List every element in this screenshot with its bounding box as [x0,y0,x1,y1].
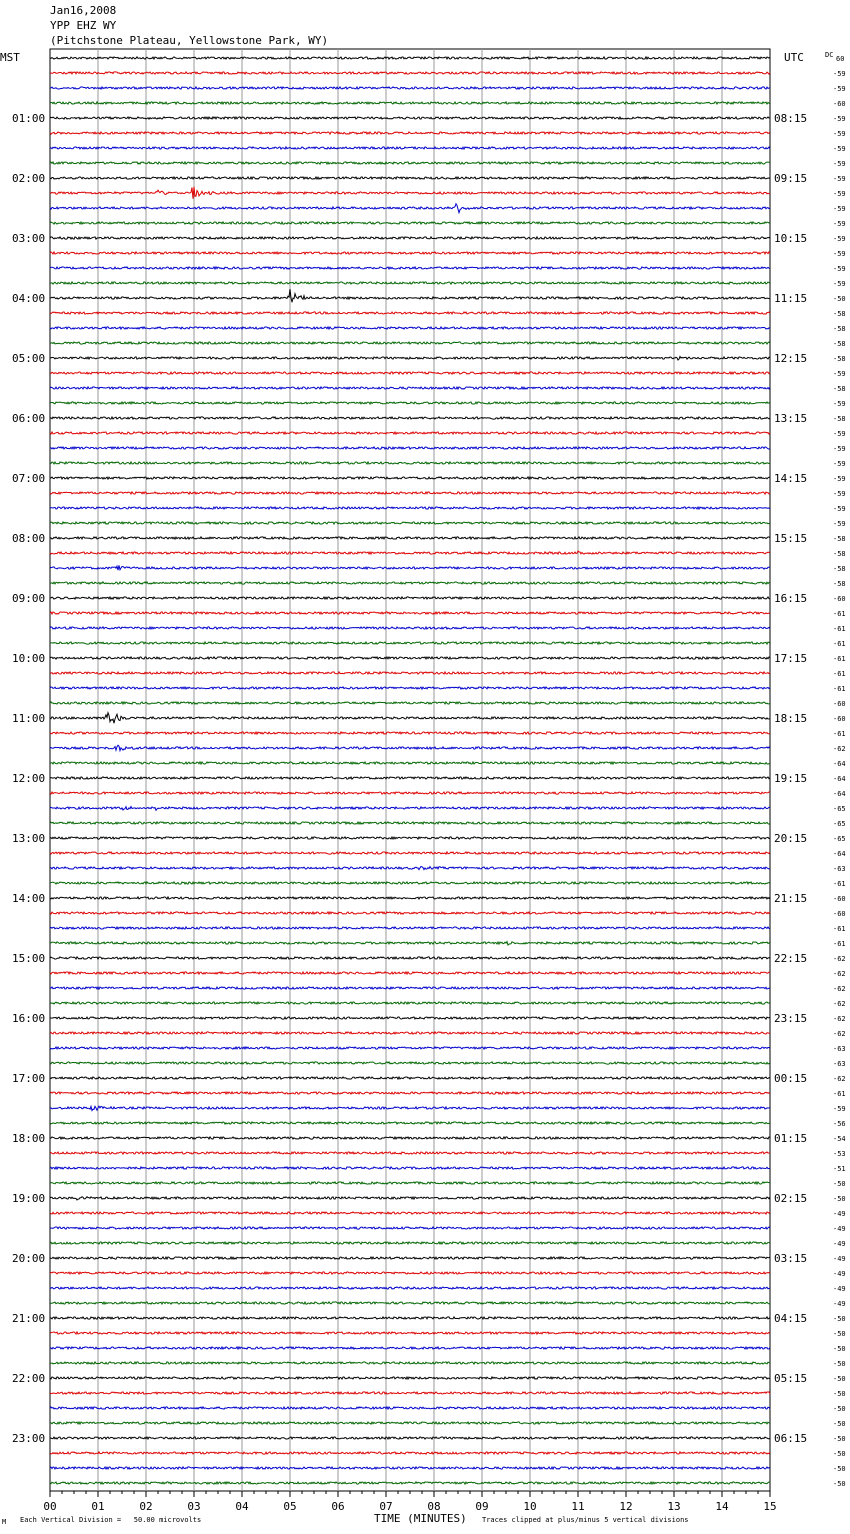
dc-offset-value: -50 [833,1315,846,1323]
dc-offset-value: -59 [833,265,846,273]
trace-88 [50,1377,770,1379]
mst-hour-label: 02:00 [12,172,46,185]
dc-offset-value: -59 [833,235,846,243]
mst-hour-label: 19:00 [12,1192,46,1205]
mst-hour-label: 18:00 [12,1132,46,1145]
trace-2 [50,87,770,89]
dc-offset-value: -58 [833,340,846,348]
dc-offset-value: -61 [833,925,846,933]
dc-offset-value: -49 [833,1270,846,1278]
trace-94 [50,1467,770,1469]
date-label: Jan16,2008 [50,4,117,17]
dc-offset-value: -50 [833,1195,846,1203]
trace-14 [50,267,770,269]
trace-4 [50,117,770,119]
dc-offset-value: -61 [833,640,846,648]
dc-offset-value: -61 [833,730,846,738]
trace-49 [50,792,770,794]
dc-offset-value: -60 [833,595,846,603]
trace-53 [50,852,770,854]
dc-offset-value: -49 [833,1240,846,1248]
x-tick-label: 12 [619,1500,633,1513]
trace-1 [50,72,770,74]
utc-hour-label: 14:15 [774,472,808,485]
trace-95 [50,1482,770,1484]
trace-33 [50,551,770,554]
trace-15 [50,282,770,284]
trace-79 [50,1242,770,1244]
mst-hour-label: 04:00 [12,292,46,305]
dc-offset-value: -59 [833,205,846,213]
dc-offset-value: -61 [833,685,846,693]
mst-hour-label: 08:00 [12,532,46,545]
x-tick-label: 09 [475,1500,489,1513]
trace-64 [50,1017,770,1019]
trace-23 [50,402,770,404]
trace-27 [50,462,770,464]
trace-50 [50,807,770,811]
dc-offset-value: -64 [833,790,846,798]
mst-hour-label: 23:00 [12,1432,46,1445]
utc-hour-label: 18:15 [774,712,808,725]
trace-59 [50,942,770,946]
trace-77 [50,1212,770,1214]
trace-72 [50,1137,770,1139]
dc-offset-value: -65 [833,820,846,828]
corner-mark: M [2,1518,7,1526]
trace-80 [50,1257,770,1259]
trace-12 [50,237,770,239]
utc-hour-label: 08:15 [774,112,808,125]
x-tick-label: 00 [43,1500,57,1513]
dc-header-label: DC [825,51,834,59]
utc-hour-label: 19:15 [774,772,808,785]
dc-offset-value: -58 [833,325,846,333]
trace-42 [50,687,770,689]
x-tick-label: 08 [427,1500,441,1513]
utc-hour-label: 09:15 [774,172,808,185]
x-tick-label: 13 [667,1500,681,1513]
utc-hour-label: 04:15 [774,1312,808,1325]
plot-frame [50,49,770,1491]
utc-hour-label: 06:15 [774,1432,808,1445]
trace-66 [50,1047,770,1049]
trace-38 [50,627,770,629]
trace-58 [50,927,770,929]
dc-offset-value: -59 [833,400,846,408]
minute-gridlines [98,49,722,1491]
trace-7 [50,162,770,164]
utc-hour-label: 12:15 [774,352,808,365]
trace-46 [50,745,770,750]
dc-header-value: 60 [836,55,845,63]
trace-70 [50,1106,770,1110]
dc-offset-value: -59 [833,70,846,78]
utc-hour-label: 13:15 [774,412,808,425]
dc-offset-value: -62 [833,985,846,993]
station-label: YPP EHZ WY [50,19,117,32]
trace-57 [50,912,770,914]
trace-93 [50,1452,770,1454]
trace-74 [50,1167,770,1169]
trace-41 [50,672,770,674]
x-tick-label: 03 [187,1500,201,1513]
x-tick-label: 06 [331,1500,345,1513]
dc-offset-value: -50 [833,1480,846,1488]
mst-hour-label: 10:00 [12,652,46,665]
trace-65 [50,1032,770,1034]
utc-hour-label: 02:15 [774,1192,808,1205]
trace-56 [50,897,770,899]
dc-offset-value: -58 [833,385,846,393]
trace-71 [50,1122,770,1124]
trace-63 [50,1002,770,1004]
trace-9 [50,187,770,199]
mst-hour-label: 01:00 [12,112,46,125]
scale-note: Each Vertical Division = 50.00 microvolts [20,1516,202,1524]
dc-offset-value: -50 [833,1330,846,1338]
dc-offset-value: -49 [833,1255,846,1263]
dc-offset-value: -59 [833,145,846,153]
trace-69 [50,1092,770,1094]
dc-offset-value: -50 [833,1375,846,1383]
trace-32 [50,537,770,539]
dc-offset-value: -62 [833,745,846,753]
mst-hour-labels [12,112,45,1445]
trace-13 [50,252,770,254]
dc-offset-value: -64 [833,850,846,858]
dc-offset-value: -50 [833,1420,846,1428]
trace-8 [50,177,770,179]
trace-92 [50,1437,770,1439]
x-tick-label: 10 [523,1500,537,1513]
trace-5 [50,132,770,134]
dc-offset-value: -62 [833,1075,846,1083]
dc-offset-value: -59 [833,85,846,93]
dc-offset-value: -65 [833,835,846,843]
dc-offset-value: -59 [833,460,846,468]
dc-offset-value: -58 [833,550,846,558]
trace-39 [50,642,770,644]
trace-31 [50,522,770,524]
dc-offset-value: -59 [833,475,846,483]
dc-offset-value: -61 [833,880,846,888]
dc-offset-value: -49 [833,1225,846,1233]
trace-29 [50,492,770,494]
dc-offset-value: -50 [833,295,846,303]
dc-offset-value: -62 [833,1000,846,1008]
x-tick-label: 02 [139,1500,153,1513]
dc-offset-value: -64 [833,775,846,783]
mst-hour-label: 16:00 [12,1012,46,1025]
trace-61 [50,972,770,974]
dc-offset-value: -59 [833,220,846,228]
dc-offset-value: -61 [833,610,846,618]
dc-offset-value: -62 [833,1030,846,1038]
dc-offset-value: -63 [833,1060,846,1068]
dc-offset-value: -49 [833,1285,846,1293]
trace-76 [50,1197,770,1200]
utc-hour-label: 03:15 [774,1252,808,1265]
utc-hour-label: 22:15 [774,952,808,965]
x-axis-title: TIME (MINUTES) [374,1512,467,1525]
dc-offset-value: -50 [833,1465,846,1473]
trace-73 [50,1152,770,1154]
dc-offset-value: -65 [833,805,846,813]
dc-offset-value: -58 [833,310,846,318]
trace-62 [50,987,770,989]
dc-offset-value: -61 [833,670,846,678]
trace-48 [50,777,770,779]
dc-offset-value: -59 [833,430,846,438]
dc-offset-value: -61 [833,625,846,633]
dc-offset-value: -51 [833,1165,846,1173]
dc-offset-value: -62 [833,1015,846,1023]
utc-hour-label: 16:15 [774,592,808,605]
dc-offset-value: -61 [833,1090,846,1098]
x-tick-label: 07 [379,1500,393,1513]
utc-hour-label: 00:15 [774,1072,808,1085]
mst-hour-label: 03:00 [12,232,46,245]
trace-26 [50,447,770,449]
trace-28 [50,477,770,479]
dc-offset-value: -59 [833,490,846,498]
dc-offset-value: -64 [833,760,846,768]
trace-25 [50,432,770,434]
dc-offset-value: -58 [833,535,846,543]
dc-offset-value: -50 [833,1450,846,1458]
dc-offset-value: -60 [833,700,846,708]
trace-90 [50,1407,770,1409]
trace-24 [50,417,770,419]
dc-offset-value: -50 [833,1360,846,1368]
trace-6 [50,147,770,149]
dc-offset-value: -59 [833,250,846,258]
dc-offset-value: -59 [833,160,846,168]
trace-68 [50,1077,770,1079]
dc-offset-value: -50 [833,1180,846,1188]
mst-hour-label: 11:00 [12,712,46,725]
seismic-traces [50,57,770,1484]
x-tick-label: 11 [571,1500,585,1513]
trace-82 [50,1287,770,1289]
trace-91 [50,1422,770,1424]
x-tick-label: 14 [715,1500,729,1513]
trace-52 [50,837,770,839]
trace-21 [50,372,770,374]
mst-hour-label: 17:00 [12,1072,46,1085]
trace-16 [50,289,770,302]
trace-51 [50,822,770,824]
trace-20 [50,357,770,361]
trace-11 [50,222,770,224]
dc-offset-value: -63 [833,865,846,873]
dc-offset-value: -62 [833,955,846,963]
dc-offset-value: -59 [833,505,846,513]
trace-54 [50,867,770,870]
dc-offset-value: -60 [833,895,846,903]
dc-offset-value: -50 [833,1345,846,1353]
dc-offset-value: -58 [833,415,846,423]
trace-40 [50,657,770,659]
dc-offset-value: -61 [833,655,846,663]
trace-19 [50,342,770,344]
trace-47 [50,762,770,764]
trace-30 [50,507,770,509]
trace-89 [50,1392,770,1394]
mst-hour-label: 09:00 [12,592,46,605]
utc-hour-label: 20:15 [774,832,808,845]
trace-18 [50,327,770,329]
dc-offset-value: -59 [833,130,846,138]
utc-hour-label: 10:15 [774,232,808,245]
trace-17 [50,312,770,314]
dc-offset-value: -50 [833,1390,846,1398]
location-label: (Pitchstone Plateau, Yellowstone Park, WY) [50,34,329,47]
dc-offset-value: -59 [833,1105,846,1113]
trace-60 [50,957,770,959]
trace-87 [50,1362,770,1364]
utc-hour-label: 23:15 [774,1012,808,1025]
dc-offset-value: -60 [833,910,846,918]
trace-45 [50,732,770,734]
dc-offset-column [833,70,846,1488]
mst-hour-label: 14:00 [12,892,46,905]
mst-hour-label: 22:00 [12,1372,46,1385]
dc-offset-value: -59 [833,190,846,198]
dc-offset-value: -60 [833,100,846,108]
utc-axis-label: UTC [784,51,804,64]
trace-0 [50,57,770,59]
mst-hour-label: 05:00 [12,352,46,365]
trace-78 [50,1227,770,1229]
dc-offset-value: -56 [833,1120,846,1128]
mst-hour-label: 12:00 [12,772,46,785]
utc-hour-labels [774,112,807,1445]
mst-hour-label: 15:00 [12,952,46,965]
x-tick-label: 04 [235,1500,249,1513]
x-tick-label: 15 [763,1500,777,1513]
dc-offset-value: -50 [833,1435,846,1443]
trace-55 [50,882,770,884]
mst-axis-label: MST [0,51,20,64]
trace-3 [50,102,770,104]
trace-86 [50,1347,770,1349]
dc-offset-value: -50 [833,1405,846,1413]
dc-offset-value: -59 [833,115,846,123]
mst-hour-label: 07:00 [12,472,46,485]
dc-offset-value: -58 [833,355,846,363]
trace-81 [50,1272,770,1274]
x-axis-ticks [43,1491,776,1513]
dc-offset-value: -49 [833,1300,846,1308]
mst-hour-label: 13:00 [12,832,46,845]
trace-37 [50,612,770,614]
dc-offset-value: -59 [833,280,846,288]
dc-offset-value: -61 [833,940,846,948]
utc-hour-label: 01:15 [774,1132,808,1145]
trace-36 [50,597,770,599]
x-tick-label: 05 [283,1500,297,1513]
dc-offset-value: -60 [833,715,846,723]
dc-offset-value: -58 [833,580,846,588]
dc-offset-value: -49 [833,1210,846,1218]
dc-offset-value: -59 [833,175,846,183]
utc-hour-label: 05:15 [774,1372,808,1385]
clip-note: Traces clipped at plus/minus 5 vertical divisions [482,1516,689,1524]
trace-83 [50,1302,770,1304]
dc-offset-value: -62 [833,970,846,978]
mst-hour-label: 21:00 [12,1312,46,1325]
dc-offset-value: -63 [833,1045,846,1053]
trace-34 [50,565,770,570]
dc-offset-value: -54 [833,1135,846,1143]
trace-84 [50,1317,770,1319]
mst-hour-label: 20:00 [12,1252,46,1265]
mst-hour-label: 06:00 [12,412,46,425]
dc-offset-value: -59 [833,520,846,528]
trace-67 [50,1062,770,1064]
trace-35 [50,582,770,584]
utc-hour-label: 11:15 [774,292,808,305]
dc-offset-value: -58 [833,565,846,573]
dc-offset-value: -59 [833,370,846,378]
trace-44 [50,713,770,724]
utc-hour-label: 17:15 [774,652,808,665]
trace-22 [50,387,770,389]
trace-85 [50,1332,770,1334]
trace-43 [50,702,770,704]
trace-10 [50,204,770,213]
trace-75 [50,1182,770,1184]
utc-hour-label: 15:15 [774,532,808,545]
dc-offset-value: -59 [833,445,846,453]
dc-offset-value: -53 [833,1150,846,1158]
x-tick-label: 01 [91,1500,105,1513]
utc-hour-label: 21:15 [774,892,808,905]
